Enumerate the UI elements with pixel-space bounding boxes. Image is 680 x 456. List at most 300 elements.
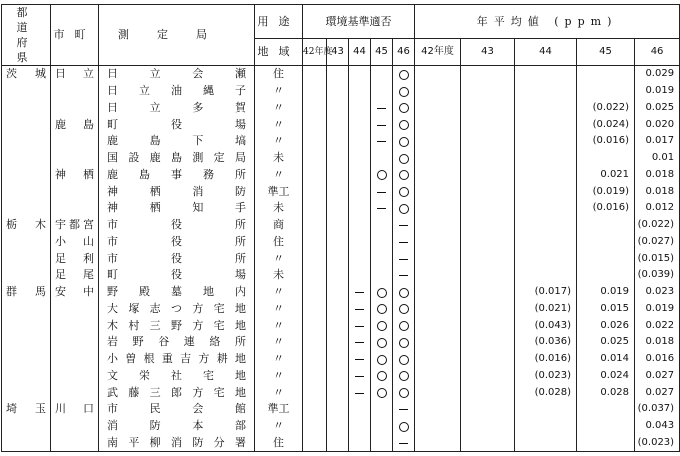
cell-station: 文栄社宅地 xyxy=(99,368,255,385)
cell-city xyxy=(51,368,99,385)
cell-average-43 xyxy=(461,167,515,184)
cell-city: 宇都宮 xyxy=(51,217,99,234)
cell-average-46: 0.012 xyxy=(635,200,680,217)
cell-usage: 〃 xyxy=(255,83,303,100)
header-avg-year: 44 xyxy=(515,39,577,66)
cell-average-44 xyxy=(515,150,577,167)
cell-city xyxy=(51,418,99,435)
not-applicable-dash-icon xyxy=(355,309,364,310)
cell-city: 日立 xyxy=(51,66,99,83)
cell-standard-42 xyxy=(303,351,327,368)
cell-average-44: (0.036) xyxy=(515,334,577,351)
table-row xyxy=(2,116,680,133)
cell-standard-43 xyxy=(327,133,349,150)
cell-standard-44 xyxy=(349,217,371,234)
cell-standard-45 xyxy=(371,100,393,117)
cell-standard-46 xyxy=(393,116,415,133)
cell-station: 日立多賀 xyxy=(99,100,255,117)
cell-average-45: 0.026 xyxy=(577,317,635,334)
cell-average-46: 0.020 xyxy=(635,116,680,133)
cell-city: 安中 xyxy=(51,284,99,301)
cell-average-46: 0.019 xyxy=(635,301,680,318)
cell-average-45: 0.024 xyxy=(577,368,635,385)
cell-standard-46 xyxy=(393,418,415,435)
cell-average-46: 0.016 xyxy=(635,351,680,368)
cell-standard-43 xyxy=(327,234,349,251)
header-avg-year: 43 xyxy=(461,39,515,66)
cell-standard-45 xyxy=(371,133,393,150)
cell-station: 神栖知手 xyxy=(99,200,255,217)
table-row xyxy=(2,183,680,200)
cell-standard-46 xyxy=(393,100,415,117)
compliant-circle-icon xyxy=(399,388,409,398)
cell-standard-44 xyxy=(349,284,371,301)
cell-city: 川口 xyxy=(51,401,99,418)
cell-prefecture xyxy=(2,133,51,150)
cell-average-42 xyxy=(415,217,461,234)
cell-average-44 xyxy=(515,435,577,452)
cell-standard-43 xyxy=(327,250,349,267)
not-applicable-dash-icon xyxy=(355,342,364,343)
cell-average-44: (0.021) xyxy=(515,301,577,318)
cell-average-44: (0.028) xyxy=(515,384,577,401)
cell-standard-45 xyxy=(371,368,393,385)
cell-standard-43 xyxy=(327,267,349,284)
cell-average-45: 0.015 xyxy=(577,301,635,318)
cell-standard-42 xyxy=(303,100,327,117)
cell-prefecture xyxy=(2,384,51,401)
cell-usage: 住 xyxy=(255,435,303,452)
cell-average-45: (0.019) xyxy=(577,183,635,200)
compliant-circle-icon xyxy=(399,338,409,348)
cell-usage: 〃 xyxy=(255,368,303,385)
table-row xyxy=(2,167,680,184)
cell-average-42 xyxy=(415,334,461,351)
cell-standard-44 xyxy=(349,418,371,435)
cell-station: 日立油縄子 xyxy=(99,83,255,100)
cell-standard-43 xyxy=(327,217,349,234)
header-std-year: 46 xyxy=(393,39,415,66)
cell-average-42 xyxy=(415,351,461,368)
cell-standard-45 xyxy=(371,234,393,251)
cell-standard-46 xyxy=(393,317,415,334)
cell-standard-46 xyxy=(393,133,415,150)
cell-usage: 〃 xyxy=(255,317,303,334)
cell-average-45 xyxy=(577,150,635,167)
cell-standard-46 xyxy=(393,435,415,452)
compliant-circle-icon xyxy=(399,154,409,164)
table-row xyxy=(2,200,680,217)
cell-usage: 未 xyxy=(255,200,303,217)
cell-average-45: (0.024) xyxy=(577,116,635,133)
not-applicable-dash-icon xyxy=(399,275,408,276)
cell-standard-45 xyxy=(371,418,393,435)
cell-city xyxy=(51,435,99,452)
cell-average-43 xyxy=(461,317,515,334)
cell-average-46: 0.025 xyxy=(635,100,680,117)
cell-average-43 xyxy=(461,183,515,200)
cell-station: 鹿島事務所 xyxy=(99,167,255,184)
cell-standard-45 xyxy=(371,384,393,401)
cell-standard-46 xyxy=(393,83,415,100)
header-city: 市町 xyxy=(51,5,99,66)
cell-standard-45 xyxy=(371,351,393,368)
cell-standard-42 xyxy=(303,284,327,301)
cell-station: 木村三野方宅地 xyxy=(99,317,255,334)
air-quality-table xyxy=(1,4,680,452)
cell-standard-42 xyxy=(303,167,327,184)
cell-prefecture xyxy=(2,100,51,117)
cell-average-42 xyxy=(415,83,461,100)
table-row xyxy=(2,384,680,401)
cell-average-45: 0.025 xyxy=(577,334,635,351)
cell-prefecture xyxy=(2,167,51,184)
cell-average-42 xyxy=(415,200,461,217)
cell-average-43 xyxy=(461,150,515,167)
cell-standard-46 xyxy=(393,267,415,284)
cell-average-43 xyxy=(461,267,515,284)
cell-average-44 xyxy=(515,217,577,234)
cell-average-45: 0.014 xyxy=(577,351,635,368)
not-applicable-dash-icon xyxy=(377,208,386,209)
cell-average-43 xyxy=(461,368,515,385)
table-row xyxy=(2,267,680,284)
cell-station: 市役所 xyxy=(99,250,255,267)
compliant-circle-icon xyxy=(377,288,387,298)
cell-standard-42 xyxy=(303,83,327,100)
cell-average-43 xyxy=(461,83,515,100)
cell-standard-43 xyxy=(327,301,349,318)
cell-average-42 xyxy=(415,250,461,267)
cell-usage: 住 xyxy=(255,66,303,83)
table-row xyxy=(2,133,680,150)
cell-usage: 未 xyxy=(255,150,303,167)
table-row xyxy=(2,234,680,251)
not-applicable-dash-icon xyxy=(377,108,386,109)
cell-standard-42 xyxy=(303,133,327,150)
cell-prefecture xyxy=(2,351,51,368)
cell-city xyxy=(51,183,99,200)
cell-standard-43 xyxy=(327,183,349,200)
cell-average-44 xyxy=(515,133,577,150)
cell-average-46: 0.027 xyxy=(635,368,680,385)
not-applicable-dash-icon xyxy=(399,225,408,226)
cell-average-42 xyxy=(415,418,461,435)
cell-standard-44 xyxy=(349,167,371,184)
cell-average-44 xyxy=(515,183,577,200)
table-row xyxy=(2,66,680,83)
cell-city xyxy=(51,334,99,351)
table-row xyxy=(2,217,680,234)
not-applicable-dash-icon xyxy=(399,443,408,444)
cell-city xyxy=(51,301,99,318)
cell-standard-43 xyxy=(327,83,349,100)
cell-standard-42 xyxy=(303,234,327,251)
cell-usage: 〃 xyxy=(255,116,303,133)
cell-standard-46 xyxy=(393,384,415,401)
cell-average-42 xyxy=(415,100,461,117)
header-std-year: 42年度 xyxy=(303,39,327,66)
cell-standard-43 xyxy=(327,167,349,184)
cell-average-43 xyxy=(461,234,515,251)
compliant-circle-icon xyxy=(377,338,387,348)
cell-average-46: 0.018 xyxy=(635,183,680,200)
cell-average-42 xyxy=(415,317,461,334)
not-applicable-dash-icon xyxy=(355,393,364,394)
cell-average-42 xyxy=(415,401,461,418)
cell-prefecture xyxy=(2,116,51,133)
compliant-circle-icon xyxy=(399,371,409,381)
cell-average-46: 0.019 xyxy=(635,83,680,100)
cell-prefecture xyxy=(2,301,51,318)
cell-average-42 xyxy=(415,183,461,200)
cell-average-44 xyxy=(515,401,577,418)
cell-average-43 xyxy=(461,100,515,117)
cell-station: 町役場 xyxy=(99,267,255,284)
cell-standard-45 xyxy=(371,83,393,100)
cell-average-43 xyxy=(461,301,515,318)
cell-average-46: 0.018 xyxy=(635,334,680,351)
cell-average-43 xyxy=(461,200,515,217)
cell-average-45 xyxy=(577,435,635,452)
cell-standard-44 xyxy=(349,435,371,452)
cell-average-44 xyxy=(515,200,577,217)
cell-usage: 〃 xyxy=(255,284,303,301)
cell-average-46: (0.022) xyxy=(635,217,680,234)
cell-station: 小曽根重吉方耕地 xyxy=(99,351,255,368)
cell-average-43 xyxy=(461,133,515,150)
cell-average-43 xyxy=(461,284,515,301)
cell-average-46: 0.027 xyxy=(635,384,680,401)
cell-average-45 xyxy=(577,418,635,435)
cell-prefecture xyxy=(2,368,51,385)
cell-average-43 xyxy=(461,250,515,267)
cell-standard-42 xyxy=(303,334,327,351)
cell-standard-45 xyxy=(371,250,393,267)
cell-standard-42 xyxy=(303,217,327,234)
cell-average-45: 0.028 xyxy=(577,384,635,401)
not-applicable-dash-icon xyxy=(399,259,408,260)
cell-station: 野殿墓地内 xyxy=(99,284,255,301)
cell-usage: 未 xyxy=(255,267,303,284)
cell-city xyxy=(51,83,99,100)
cell-average-42 xyxy=(415,384,461,401)
compliant-circle-icon xyxy=(399,120,409,130)
cell-standard-42 xyxy=(303,66,327,83)
cell-station: 消防本部 xyxy=(99,418,255,435)
table-row xyxy=(2,435,680,452)
cell-standard-44 xyxy=(349,183,371,200)
table-row xyxy=(2,418,680,435)
cell-prefecture xyxy=(2,250,51,267)
cell-average-42 xyxy=(415,167,461,184)
cell-average-42 xyxy=(415,435,461,452)
cell-standard-45 xyxy=(371,167,393,184)
cell-standard-45 xyxy=(371,435,393,452)
compliant-circle-icon xyxy=(399,87,409,97)
cell-prefecture xyxy=(2,183,51,200)
cell-standard-45 xyxy=(371,116,393,133)
cell-standard-42 xyxy=(303,150,327,167)
compliant-circle-icon xyxy=(377,321,387,331)
cell-standard-44 xyxy=(349,116,371,133)
cell-city: 小山 xyxy=(51,234,99,251)
cell-average-45 xyxy=(577,401,635,418)
cell-station: 鹿島下塙 xyxy=(99,133,255,150)
compliant-circle-icon xyxy=(399,137,409,147)
cell-station: 国設鹿島測定局 xyxy=(99,150,255,167)
header-avg-year: 42年度 xyxy=(415,39,461,66)
cell-standard-43 xyxy=(327,317,349,334)
cell-standard-43 xyxy=(327,66,349,83)
header-average: 年平均値 (ppm) xyxy=(415,5,680,39)
cell-average-46: 0.017 xyxy=(635,133,680,150)
cell-standard-45 xyxy=(371,183,393,200)
table-row xyxy=(2,301,680,318)
header-station: 測定局 xyxy=(99,5,255,66)
compliant-circle-icon xyxy=(377,170,387,180)
cell-average-46: (0.039) xyxy=(635,267,680,284)
cell-average-44 xyxy=(515,250,577,267)
cell-standard-46 xyxy=(393,284,415,301)
cell-average-44 xyxy=(515,66,577,83)
cell-city xyxy=(51,200,99,217)
cell-average-44: (0.016) xyxy=(515,351,577,368)
cell-standard-42 xyxy=(303,401,327,418)
cell-city: 足利 xyxy=(51,250,99,267)
cell-standard-43 xyxy=(327,418,349,435)
header-avg-year: 45 xyxy=(577,39,635,66)
cell-standard-42 xyxy=(303,317,327,334)
cell-standard-43 xyxy=(327,435,349,452)
cell-average-45 xyxy=(577,267,635,284)
cell-average-43 xyxy=(461,66,515,83)
header-avg-year: 46 xyxy=(635,39,680,66)
cell-prefecture xyxy=(2,317,51,334)
cell-average-44: (0.023) xyxy=(515,368,577,385)
not-applicable-dash-icon xyxy=(377,141,386,142)
cell-average-46: (0.015) xyxy=(635,250,680,267)
cell-average-43 xyxy=(461,401,515,418)
cell-average-45 xyxy=(577,217,635,234)
cell-standard-46 xyxy=(393,234,415,251)
cell-usage: 〃 xyxy=(255,100,303,117)
cell-average-45: 0.021 xyxy=(577,167,635,184)
cell-standard-45 xyxy=(371,150,393,167)
cell-standard-45 xyxy=(371,267,393,284)
cell-average-46: (0.027) xyxy=(635,234,680,251)
cell-city: 足尾 xyxy=(51,267,99,284)
cell-standard-44 xyxy=(349,267,371,284)
cell-standard-46 xyxy=(393,334,415,351)
cell-prefecture xyxy=(2,234,51,251)
cell-average-45 xyxy=(577,234,635,251)
cell-station: 神栖消防 xyxy=(99,183,255,200)
cell-city xyxy=(51,150,99,167)
cell-standard-42 xyxy=(303,116,327,133)
cell-prefecture xyxy=(2,267,51,284)
cell-prefecture: 群馬 xyxy=(2,284,51,301)
cell-average-42 xyxy=(415,66,461,83)
table-row xyxy=(2,284,680,301)
cell-standard-42 xyxy=(303,435,327,452)
cell-station: 南平柳消防分署 xyxy=(99,435,255,452)
cell-usage: 〃 xyxy=(255,167,303,184)
cell-average-45 xyxy=(577,83,635,100)
table-body xyxy=(2,66,680,452)
header-usage-bottom: 地域 xyxy=(255,39,303,66)
table-row xyxy=(2,368,680,385)
cell-standard-45 xyxy=(371,217,393,234)
cell-standard-46 xyxy=(393,351,415,368)
cell-average-42 xyxy=(415,368,461,385)
cell-station: 岩野谷連絡所 xyxy=(99,334,255,351)
header-standard: 環境基準適否 xyxy=(303,5,415,39)
cell-standard-43 xyxy=(327,384,349,401)
cell-standard-45 xyxy=(371,66,393,83)
not-applicable-dash-icon xyxy=(377,192,386,193)
header-usage-top: 用途 xyxy=(255,5,303,39)
not-applicable-dash-icon xyxy=(377,125,386,126)
cell-usage: 準工 xyxy=(255,183,303,200)
cell-average-42 xyxy=(415,301,461,318)
cell-prefecture xyxy=(2,200,51,217)
cell-average-42 xyxy=(415,133,461,150)
cell-usage: 〃 xyxy=(255,384,303,401)
compliant-circle-icon xyxy=(399,304,409,314)
cell-standard-42 xyxy=(303,250,327,267)
compliant-circle-icon xyxy=(399,204,409,214)
cell-standard-43 xyxy=(327,150,349,167)
cell-standard-44 xyxy=(349,368,371,385)
cell-standard-42 xyxy=(303,267,327,284)
cell-average-43 xyxy=(461,418,515,435)
not-applicable-dash-icon xyxy=(399,409,408,410)
cell-standard-42 xyxy=(303,418,327,435)
cell-average-44 xyxy=(515,83,577,100)
header-std-year: 43 xyxy=(327,39,349,66)
cell-standard-46 xyxy=(393,200,415,217)
cell-standard-46 xyxy=(393,368,415,385)
cell-standard-43 xyxy=(327,368,349,385)
cell-standard-43 xyxy=(327,284,349,301)
compliant-circle-icon xyxy=(377,304,387,314)
cell-average-46: (0.037) xyxy=(635,401,680,418)
cell-average-44: (0.043) xyxy=(515,317,577,334)
cell-city xyxy=(51,100,99,117)
cell-usage: 〃 xyxy=(255,301,303,318)
cell-average-46: (0.023) xyxy=(635,435,680,452)
cell-usage: 〃 xyxy=(255,351,303,368)
cell-standard-46 xyxy=(393,150,415,167)
cell-standard-44 xyxy=(349,234,371,251)
cell-standard-43 xyxy=(327,100,349,117)
cell-standard-45 xyxy=(371,301,393,318)
cell-standard-42 xyxy=(303,183,327,200)
not-applicable-dash-icon xyxy=(355,376,364,377)
cell-usage: 〃 xyxy=(255,418,303,435)
cell-standard-44 xyxy=(349,66,371,83)
cell-standard-44 xyxy=(349,250,371,267)
cell-city xyxy=(51,384,99,401)
cell-average-42 xyxy=(415,267,461,284)
cell-average-43 xyxy=(461,384,515,401)
cell-prefecture: 栃木 xyxy=(2,217,51,234)
compliant-circle-icon xyxy=(399,422,409,432)
header-std-year: 45 xyxy=(371,39,393,66)
cell-average-44 xyxy=(515,418,577,435)
cell-standard-45 xyxy=(371,401,393,418)
